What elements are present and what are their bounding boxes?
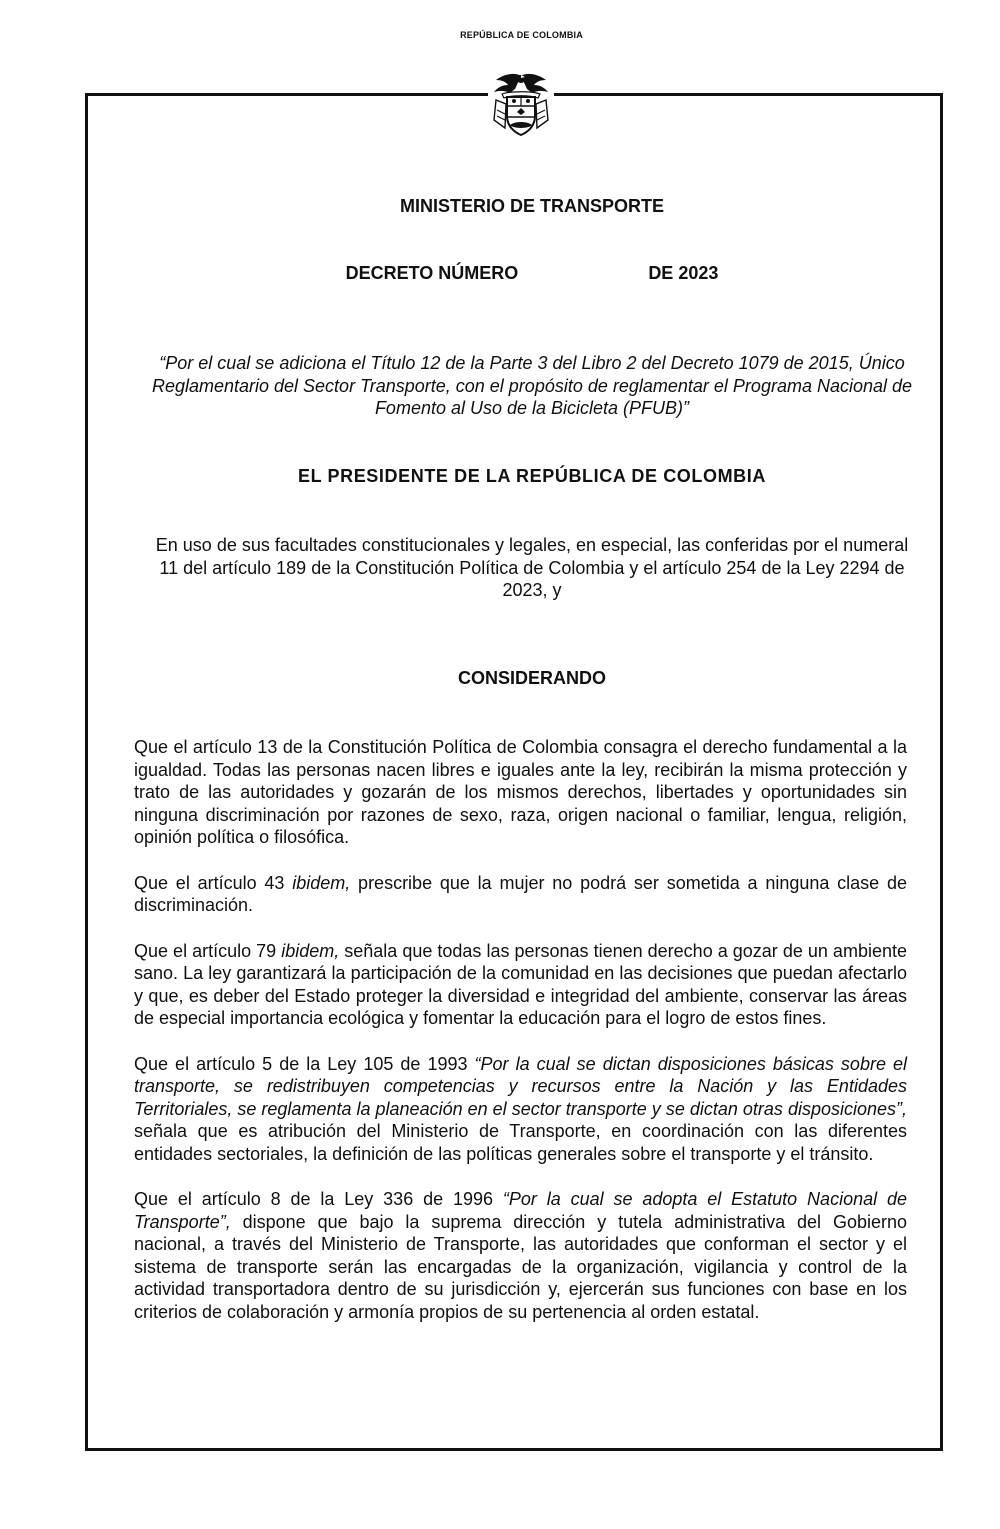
- decree-year: DE 2023: [648, 263, 719, 283]
- paragraph-italic-text: “Por la cual se adopta el Estatuto Nacional de Transporte”,: [134, 1189, 907, 1232]
- paragraph-text: Que el artículo 79: [134, 940, 282, 961]
- paragraph-text: prescribe que la mujer no podrá ser sometida a ninguna clase de discriminación.: [134, 872, 907, 915]
- paragraph-italic-text: ibidem,: [292, 872, 351, 893]
- consideration-paragraph-3: [134, 940, 907, 1030]
- republic-header: REPÚBLICA DE COLOMBIA: [460, 30, 583, 40]
- paragraph-text: señala que todas las personas tienen derecho a gozar de un ambiente sano. La ley garantizará la participación de la comunidad en las decisiones que puedan afectarlo y que, es deber del Estado proteger la diversidad e integridad del ambiente, conservar las áreas de especial importancia ecológica y fomentar la educación para el logro de estos fines.: [134, 940, 907, 1028]
- president-heading: EL PRESIDENTE DE LA REPÚBLICA DE COLOMBIA: [298, 466, 766, 486]
- consideration-paragraph-2: [134, 872, 907, 917]
- consideration-paragraph-4: [134, 1053, 907, 1166]
- consideration-paragraph-5: [134, 1188, 907, 1323]
- ministry-heading: MINISTERIO DE TRANSPORTE: [399, 196, 664, 216]
- legal-basis-paragraph: En uso de sus facultades constitucionales y legales, en especial, las conferidas por el numeral 11 del artículo 189 de la Constitución Política de Colombia y el artículo 254 de la Ley 2294 de 2023, y: [155, 535, 909, 600]
- paragraph-text: Que el artículo 43: [134, 872, 293, 893]
- paragraph-text: señala que es atribución del Ministerio de Transporte, en coordinación con las diferentes entidades sectoriales, la definición de las políticas generales sobre el transporte y el tránsito.: [134, 1121, 907, 1164]
- paragraph-italic-text: ibidem,: [281, 940, 340, 961]
- decree-label: DECRETO NÚMERO: [345, 263, 519, 283]
- paragraph-text: Que el artículo 5 de la Ley 105 de 1993: [134, 1053, 475, 1074]
- colombia-coat-of-arms-icon: [488, 70, 554, 140]
- consideration-paragraph-1: Que el artículo 13 de la Constitución Política de Colombia consagra el derecho fundamental a la igualdad. Todas las personas nacen libres e iguales ante la ley, recibirán la misma protección y trato de las autoridades y gozarán de los mismos derechos, libertades y oportunidades sin ninguna discriminación por razones de sexo, raza, origen nacional o familiar, lengua, religión, opinión política o filosófica.: [134, 737, 907, 847]
- decree-title: “Por el cual se adiciona el Título 12 de la Parte 3 del Libro 2 del Decreto 1079 de 2015, Único Reglamentario del Sector Transporte, con el propósito de reglamentar el Programa Nacional de Fomento al Uso de la Bicicleta (PFUB)”: [151, 353, 913, 418]
- considerations-body: [134, 736, 907, 1346]
- considerando-heading: CONSIDERANDO: [457, 668, 606, 688]
- paragraph-text: dispone que bajo la suprema dirección y tutela administrativa del Gobierno nacional, a través del Ministerio de Transporte, las autoridades que conforman el sector y el sistema de transporte serán las encargadas de la organización, vigilancia y control de la actividad transportadora dentro de su jurisdicción y, ejercerán sus funciones con base en los criterios de colaboración y armonía propios de su pertenencia al orden estatal.: [134, 1211, 907, 1322]
- paragraph-text: Que el artículo 8 de la Ley 336 de 1996: [134, 1189, 503, 1209]
- paragraph-italic-text: “Por la cual se dictan disposiciones básicas sobre el transporte, se redistribuyen competencias y recursos entre la Nación y las Entidades Territoriales, se reglamenta la planeación en el sector transporte y se dictan otras disposiciones”,: [134, 1053, 908, 1119]
- decree-number-line: [130, 263, 934, 284]
